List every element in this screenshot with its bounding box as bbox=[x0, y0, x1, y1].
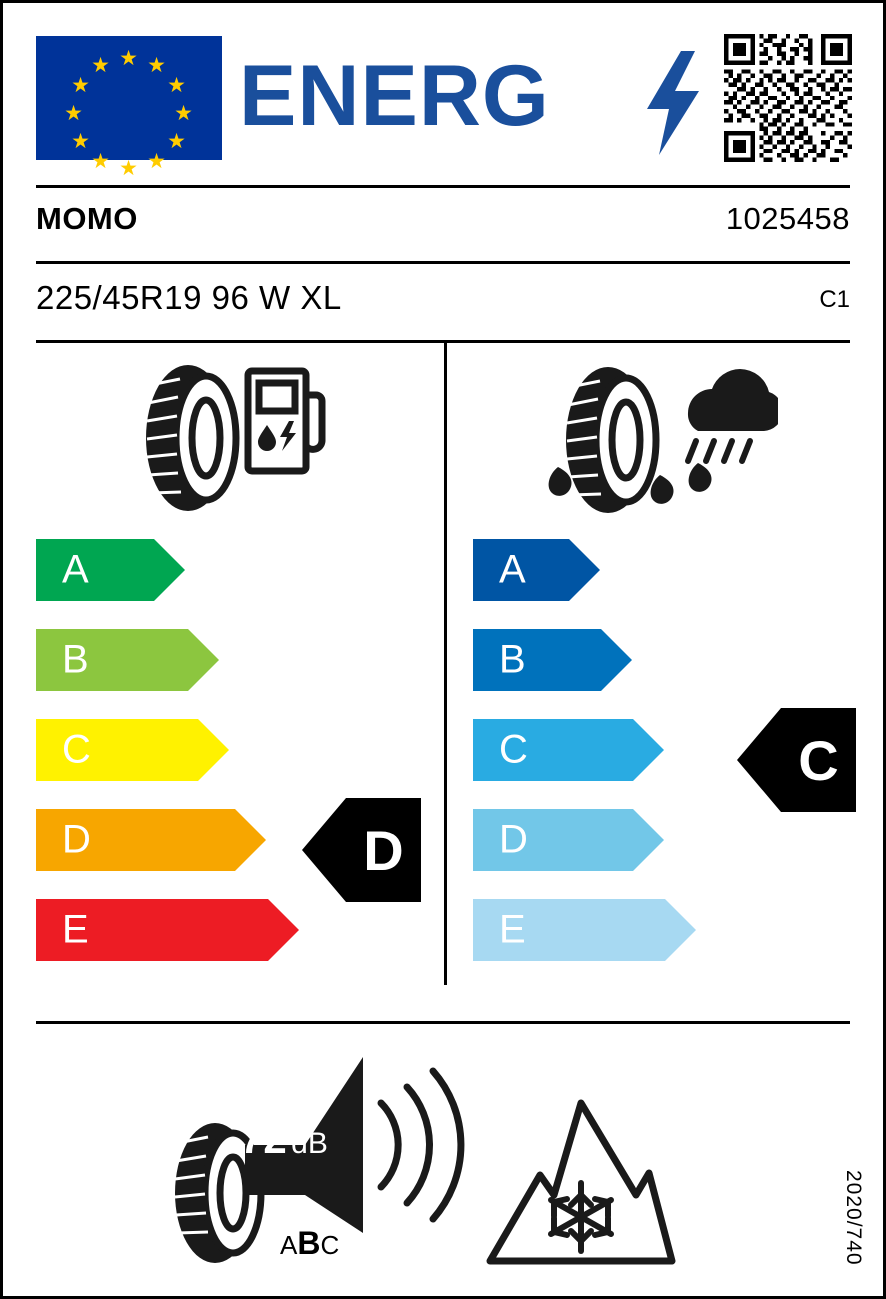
divider-header bbox=[36, 185, 850, 188]
fuel-selected-letter: D bbox=[363, 818, 404, 882]
noise-class-b: B bbox=[297, 1225, 321, 1261]
eu-flag-icon: ★ ★ ★ ★ ★ ★ ★ ★ ★ ★ ★ ★ bbox=[36, 36, 222, 160]
page-title: ENERG bbox=[239, 48, 550, 144]
tyre-class: C1 bbox=[819, 286, 850, 313]
fuel-grade-e bbox=[36, 899, 268, 961]
fuel-grade-c-letter: C bbox=[62, 727, 91, 772]
divider-size bbox=[36, 340, 850, 343]
wet-grade-a-letter: A bbox=[499, 547, 526, 592]
column-divider bbox=[444, 340, 447, 985]
wet-grade-e bbox=[473, 899, 665, 961]
noise-class-group bbox=[280, 1225, 339, 1262]
tyre-rain-cloud-icon bbox=[538, 355, 778, 530]
registration-code: 1025458 bbox=[725, 201, 850, 236]
wet-grade-b bbox=[473, 629, 601, 691]
tyre-size: 225/45R19 96 W XL bbox=[36, 279, 342, 316]
brand-name: MOMO bbox=[36, 201, 138, 236]
three-peak-mountain-snowflake-icon bbox=[486, 1095, 676, 1265]
noise-db-unit: dB bbox=[291, 1127, 328, 1160]
wet-grade-d bbox=[473, 809, 633, 871]
wet-grade-e-letter: E bbox=[499, 907, 526, 952]
fuel-grade-d bbox=[36, 809, 235, 871]
wet-selected-grade bbox=[781, 708, 856, 812]
lightning-bolt-icon bbox=[643, 51, 703, 155]
divider-brand bbox=[36, 261, 850, 264]
noise-class-a: A bbox=[280, 1230, 298, 1260]
fuel-grade-c bbox=[36, 719, 198, 781]
label-header bbox=[3, 3, 883, 189]
wet-grade-a bbox=[473, 539, 569, 601]
wet-grade-b-letter: B bbox=[499, 637, 526, 682]
divider-noise bbox=[36, 1021, 850, 1024]
noise-class-c: C bbox=[320, 1230, 340, 1260]
fuel-selected-grade bbox=[346, 798, 421, 902]
fuel-grade-a bbox=[36, 539, 154, 601]
wet-selected-letter: C bbox=[798, 728, 839, 792]
fuel-grade-d-letter: D bbox=[62, 817, 91, 862]
fuel-grade-b bbox=[36, 629, 188, 691]
noise-db-value: 72 bbox=[240, 1115, 287, 1162]
wet-grade-c bbox=[473, 719, 633, 781]
wet-grade-c-letter: C bbox=[499, 727, 528, 772]
wet-grade-d-letter: D bbox=[499, 817, 528, 862]
tyre-fuel-pump-icon bbox=[128, 355, 328, 520]
qr-code-icon bbox=[724, 34, 852, 162]
fuel-grade-b-letter: B bbox=[62, 637, 89, 682]
noise-value-group bbox=[240, 1115, 328, 1163]
regulation-reference: 2020/740 bbox=[842, 1170, 865, 1266]
fuel-grade-a-letter: A bbox=[62, 547, 89, 592]
fuel-grade-e-letter: E bbox=[62, 907, 89, 952]
